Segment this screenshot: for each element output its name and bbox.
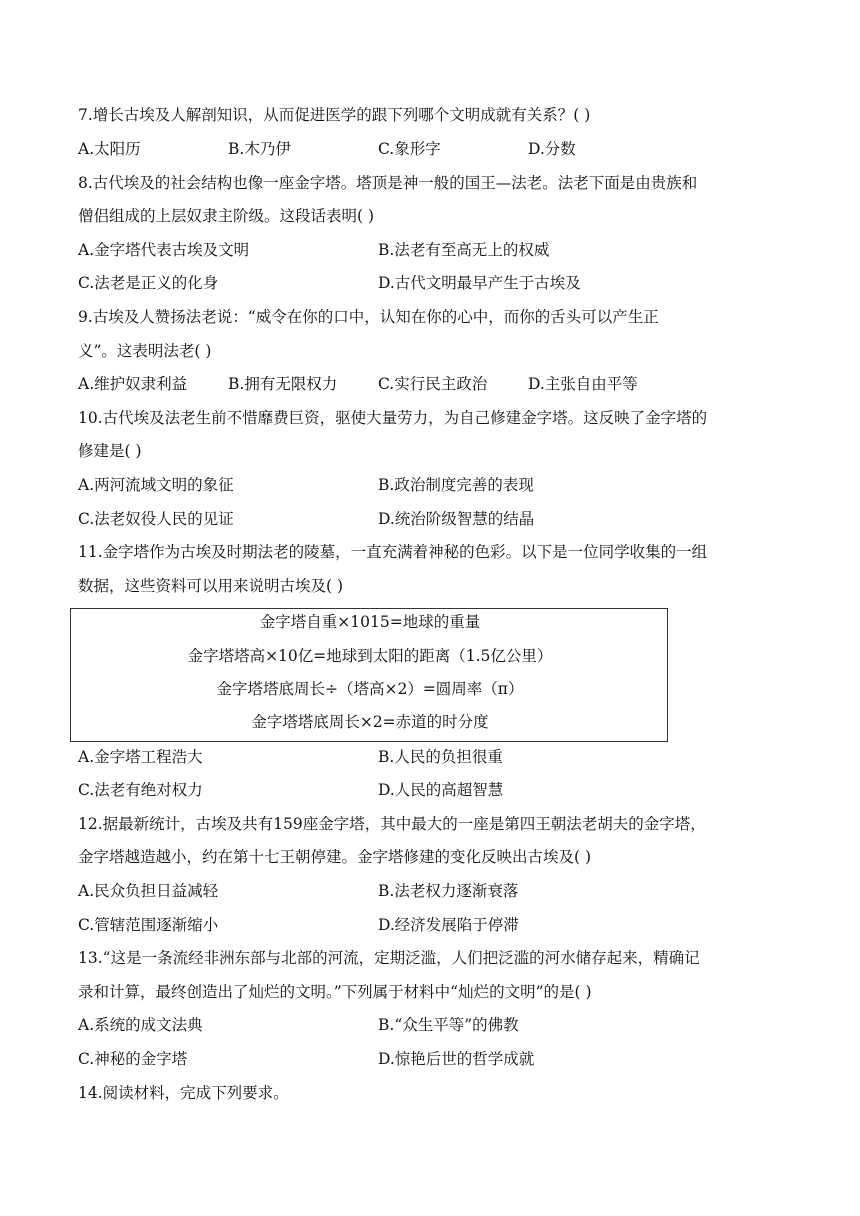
question-10-option-d: D.统治阶级智慧的结晶 xyxy=(378,510,535,528)
question-7-option-a: A.太阳历 xyxy=(78,140,141,158)
question-9-option-d: D.主张自由平等 xyxy=(528,375,638,393)
question-11-option-a: A.金字塔工程浩大 xyxy=(78,748,203,766)
question-13-option-c: C.神秘的金字塔 xyxy=(78,1050,188,1068)
question-8-option-c: C.法老是正义的化身 xyxy=(78,274,219,292)
question-11-stem-line-1: 11.金字塔作为古埃及时期法老的陵墓，一直充满着神秘的色彩。以下是一位同学收集的一组 xyxy=(78,543,708,561)
question-12-option-d: D.经济发展陷于停滞 xyxy=(378,916,519,934)
question-10-option-a: A.两河流域文明的象征 xyxy=(78,476,234,494)
question-11-option-b: B.人民的负担很重 xyxy=(378,748,503,766)
question-7-option-b: B.木乃伊 xyxy=(228,140,291,158)
question-11-option-c: C.法老有绝对权力 xyxy=(78,781,203,799)
question-11-option-d: D.人民的高超智慧 xyxy=(378,781,504,799)
question-13-stem-line-1: 13.“这是一条流经非洲东部与北部的河流，定期泛滥，人们把泛滥的河水储存起来，精确记 xyxy=(78,949,700,967)
question-10-option-b: B.政治制度完善的表现 xyxy=(378,476,534,494)
question-13-option-b: B.“众生平等”的佛教 xyxy=(378,1016,519,1034)
question-12-option-c: C.管辖范围逐渐缩小 xyxy=(78,916,219,934)
question-13-option-d: D.惊艳后世的哲学成就 xyxy=(378,1050,535,1068)
question-10-option-c: C.法老奴役人民的见证 xyxy=(78,510,234,528)
material-line-4: 金字塔塔底周长×2=赤道的时分度 xyxy=(251,713,489,731)
question-8-option-a: A.金字塔代表古埃及文明 xyxy=(78,241,250,259)
material-box xyxy=(70,608,668,742)
question-9-option-a: A.维护奴隶利益 xyxy=(78,375,188,393)
question-7-stem-line-1: 7.增长古埃及人解剖知识，从而促进医学的跟下列哪个文明成就有关系？( ) xyxy=(78,106,591,124)
question-13-option-a: A.系统的成文法典 xyxy=(78,1016,203,1034)
question-10-stem-line-1: 10.古代埃及法老生前不惜靡费巨资，驱使大量劳力，为自己修建金字塔。这反映了金字塔的 xyxy=(78,409,708,427)
material-line-2: 金字塔塔高×10亿=地球到太阳的距离（1.5亿公里） xyxy=(187,647,553,665)
question-7-option-d: D.分数 xyxy=(528,140,576,158)
question-8-stem-line-1: 8.古代埃及的社会结构也像一座金字塔。塔顶是神一般的国王—法老。法老下面是由贵族和 xyxy=(78,174,698,192)
question-10-stem-line-2: 修建是( ) xyxy=(78,442,142,460)
question-8-option-b: B.法老有至高无上的权威 xyxy=(378,241,550,259)
question-12-stem-line-2: 金字塔越造越小，约在第十七王朝停建。金字塔修建的变化反映出古埃及( ) xyxy=(78,848,592,866)
question-12-stem-line-1: 12.据最新统计，古埃及共有159座金字塔，其中最大的一座是第四王朝法老胡夫的金字塔， xyxy=(78,815,706,833)
question-9-stem-line-1: 9.古埃及人赞扬法老说：“威令在你的口中，认知在你的心中，而你的舌头可以产生正 xyxy=(78,308,659,326)
question-8-stem-line-2: 僧侣组成的上层奴隶主阶级。这段话表明( ) xyxy=(78,207,375,225)
material-line-1: 金字塔自重×1015=地球的重量 xyxy=(259,613,481,631)
question-7-option-c: C.象形字 xyxy=(378,140,441,158)
question-14-stem-line-1: 14.阅读材料，完成下列要求。 xyxy=(78,1084,289,1102)
question-13-stem-line-2: 录和计算，最终创造出了灿烂的文明。”下列属于材料中“灿烂的文明”的是( ) xyxy=(78,983,592,1001)
question-9-stem-line-2: 义”。这表明法老( ) xyxy=(78,342,212,360)
question-8-option-d: D.古代文明最早产生于古埃及 xyxy=(378,274,581,292)
question-12-option-b: B.法老权力逐渐衰落 xyxy=(378,882,519,900)
question-9-option-b: B.拥有无限权力 xyxy=(228,375,338,393)
question-11-stem-line-2: 数据，这些资料可以用来说明古埃及( ) xyxy=(78,577,344,595)
material-line-3: 金字塔塔底周长÷（塔高×2）=圆周率（π） xyxy=(216,680,524,698)
question-9-option-c: C.实行民主政治 xyxy=(378,375,488,393)
question-12-option-a: A.民众负担日益减轻 xyxy=(78,882,219,900)
